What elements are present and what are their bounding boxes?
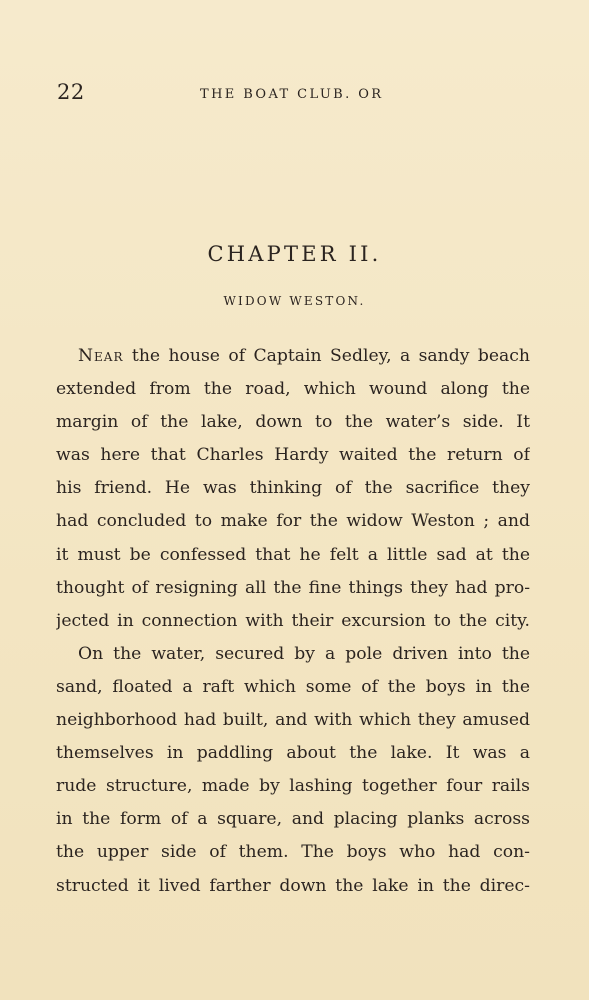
text-line: structed it lived farther down the lake in the direc-: [56, 875, 530, 896]
text-line: it must be confessed that he felt a little sad at the: [56, 544, 530, 565]
page-number: 22: [57, 80, 85, 104]
text-line: themselves in paddling about the lake. It was a: [56, 743, 530, 764]
running-head: THE BOAT CLUB. OR: [200, 87, 384, 102]
text-line: the upper side of them. The boys who had con-: [56, 842, 530, 863]
text-line: rude structure, made by lashing together four rails: [56, 776, 530, 797]
text-line: in the form of a square, and placing planks across: [56, 809, 530, 830]
chapter-subtitle: WIDOW WESTON.: [223, 294, 366, 308]
text-line: sand, floated a raft which some of the boys in the: [56, 676, 530, 697]
text-line: [56, 340, 530, 373]
text-line: jected in connection with their excursion to the city.: [56, 610, 530, 631]
body-text: [56, 340, 530, 903]
text-line: extended from the road, which wound along the: [56, 379, 530, 400]
dropcap-word: Near: [78, 346, 124, 366]
text-line: had concluded to make for the widow Weston ; and: [56, 511, 530, 532]
chapter-title: CHAPTER II.: [207, 242, 382, 266]
text-line: was here that Charles Hardy waited the return of: [56, 445, 530, 466]
text-line: thought of resigning all the fine things they had pro-: [56, 577, 530, 598]
text-line: neighborhood had built, and with which they amused: [56, 710, 530, 731]
text-line: On the water, secured by a pole driven into the: [78, 643, 530, 664]
text-line: margin of the lake, down to the water’s side. It: [56, 412, 530, 433]
line-text: the house of Captain Sedley, a sandy beach: [123, 346, 530, 366]
text-line: his friend. He was thinking of the sacrifice they: [56, 478, 530, 499]
page-header: [57, 78, 530, 108]
